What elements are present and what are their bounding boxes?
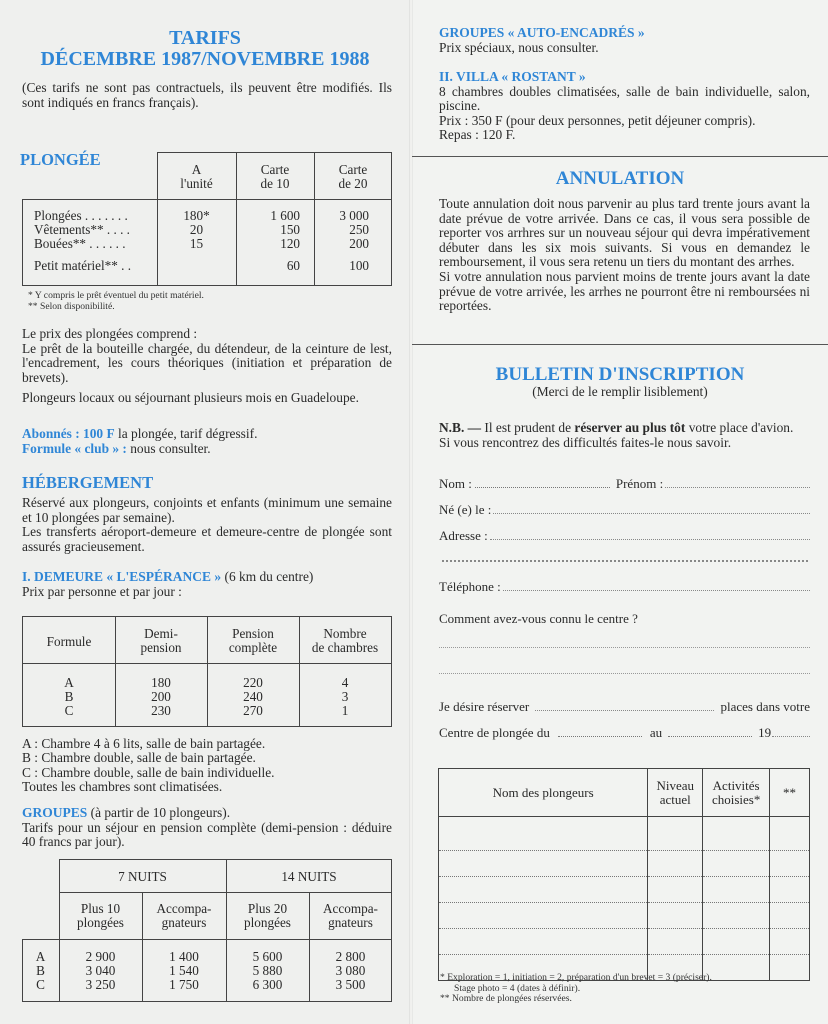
col-header-complete: Pension complète: [228, 626, 278, 655]
cell: 20: [189, 222, 204, 237]
divider: [412, 156, 828, 157]
bulletin-subheading: (Merci de le remplir lisiblement): [532, 384, 708, 399]
col-header-niveau: Niveau actuel: [648, 769, 703, 817]
groupes-table: [22, 859, 392, 1002]
cell: 3 000: [339, 208, 369, 223]
cell-nom[interactable]: [439, 903, 648, 929]
field-dates: [439, 725, 810, 741]
field-nom-prenom: [439, 476, 810, 492]
col-header-chambres: Nombre de chambres: [311, 626, 379, 655]
header-7-nuits: 7 NUITS: [118, 869, 167, 884]
label-year: 19: [758, 725, 772, 740]
plongee-c10-values: [236, 209, 300, 273]
cell-nom[interactable]: [439, 929, 648, 955]
label-adresse: Adresse :: [439, 528, 488, 543]
divers-table: [438, 768, 810, 981]
col-header-nombre: **: [770, 769, 810, 817]
plongee-c20-values: [314, 209, 369, 273]
heading-plongee: PLONGÉE: [20, 150, 101, 169]
cell: 60: [286, 258, 300, 273]
label-au: au: [649, 725, 663, 740]
label-nom: Nom :: [439, 476, 472, 491]
subheader: Plus 10 plongées: [77, 901, 124, 930]
cell-activites[interactable]: [703, 903, 770, 929]
label-prenom: Prénom :: [615, 476, 664, 491]
input-date-to[interactable]: [668, 726, 752, 737]
field-reserver: [439, 699, 810, 715]
cell-niveau[interactable]: [648, 817, 703, 851]
header-14-nuits: 14 NUITS: [281, 869, 337, 884]
col-header-unit: A l'unité: [180, 162, 213, 191]
cell-nombre[interactable]: [770, 903, 810, 929]
input-adresse-line2[interactable]: [442, 560, 808, 562]
plongee-unit-values: [157, 209, 236, 251]
label-ne-le: Né (e) le :: [439, 502, 492, 517]
input-ne-le[interactable]: [493, 503, 810, 514]
col-14n-accompagnateurs: 2 800 3 080 3 500: [335, 949, 366, 992]
heading-hebergement: HÉBERGEMENT: [22, 473, 154, 492]
col-header-carte10: Carte de 10: [260, 162, 290, 191]
row-label: Petit matériel** . .: [34, 258, 132, 273]
plongee-locals: Plongeurs locaux ou séjournant plusieurs mois en Guadeloupe.: [22, 390, 359, 405]
cell-niveau[interactable]: [648, 851, 703, 877]
label-centre: Centre de plongée du: [439, 725, 550, 740]
annulation-text: Toute annulation doit nous parvenir au plus tard trente jours avant la date prévue de votre arrivée. Dans ce cas, il vous sera possible de reporter vos arrhres sur un nouveau séjour qui devra impérativement débuter dans les six mois suivants. Si vous en demandez le remboursement, il vous sera retenu un tiers du montant des arrhes. Si votre annulation nous parvient moins de trente jours avant la date prévue de votre arrivée, les arrhes ne pourront être ni remboursées ni reportées.: [439, 196, 810, 314]
villa-block: II. VILLA « ROSTANT » 8 chambres doubles climatisées, salle de bain individuelle, salon, piscine. Prix : 350 F (pour deux personnes, petit déjeuner compris). Repas : 120 F.: [439, 69, 810, 143]
row-label: Bouées** . . . . . .: [34, 236, 126, 251]
col-header-carte20: Carte de 20: [338, 162, 368, 191]
input-comment-line2[interactable]: [439, 673, 810, 674]
input-date-from[interactable]: [558, 726, 642, 737]
input-prenom[interactable]: [665, 477, 810, 488]
heading-annulation: ANNULATION: [555, 168, 685, 189]
table-row: [439, 929, 810, 955]
input-places[interactable]: [535, 700, 714, 711]
table-row: [439, 817, 810, 851]
col-7n-accompagnateurs: 1 400 1 540 1 750: [169, 949, 199, 992]
subheader: Plus 20 plongées: [244, 901, 291, 930]
field-adresse: [439, 528, 810, 544]
col-demi: 180 200 230: [151, 675, 171, 718]
cell: 150: [280, 222, 300, 237]
cell-nombre[interactable]: [770, 817, 810, 851]
cell-nombre[interactable]: [770, 929, 810, 955]
plongee-includes: Le prix des plongées comprend : Le prêt de la bouteille chargée, du détendeur, de la ceinture de lest, l'encadrement, les cours théoriques (initiation et préparation de brevets).: [22, 326, 392, 385]
cell-niveau[interactable]: [648, 903, 703, 929]
cell-activites[interactable]: [703, 817, 770, 851]
input-adresse[interactable]: [490, 529, 810, 540]
cell-nom[interactable]: [439, 851, 648, 877]
cell-nombre[interactable]: [770, 851, 810, 877]
field-telephone: [439, 579, 810, 595]
col-header-formule: Formule: [46, 634, 92, 649]
demeure-legend: A : Chambre 4 à 6 lits, salle de bain partagée. B : Chambre double, salle de bain partagée. C : Chambre double, salle de bain individuelle. Toutes les chambres sont climatisées.: [22, 736, 275, 795]
input-telephone[interactable]: [503, 580, 810, 591]
cell-activites[interactable]: [703, 851, 770, 877]
field-ne-le: [439, 502, 810, 518]
label-comment: Comment avez-vous connu le centre ?: [439, 611, 638, 626]
label-telephone: Téléphone :: [439, 579, 501, 594]
cell: 200: [349, 236, 369, 251]
label-places: places dans votre: [720, 699, 810, 714]
plongee-abonnes: Abonnés : 100 F la plongée, tarif dégressif. Formule « club » : nous consulter.: [22, 426, 258, 456]
nb-block: N.B. — Il est prudent de réserver au plus tôt votre place d'avion. Si vous rencontrez des difficultés faites-le nous savoir.: [439, 420, 794, 450]
table-row: [439, 903, 810, 929]
divider: [412, 344, 828, 345]
table-row: [439, 877, 810, 903]
cell: 120: [280, 236, 300, 251]
intro-text: (Ces tarifs ne sont pas contractuels, ils peuvent être modifiés. Ils sont indiqués en francs français).: [22, 80, 392, 110]
row-label: Plongées . . . . . . .: [34, 208, 128, 223]
cell-niveau[interactable]: [648, 877, 703, 903]
hebergement-text: Réservé aux plongeurs, conjoints et enfants (minimum une semaine et 10 plongées par semaine). Les transferts aéroport-demeure et demeure-centre de plongée sont assurés gracieusement.: [22, 495, 392, 554]
col-chambres: 4 3 1: [341, 675, 349, 718]
input-year[interactable]: [772, 726, 810, 737]
cell-activites[interactable]: [703, 877, 770, 903]
col-complete: 220 240 270: [243, 675, 263, 718]
col-header-demi: Demi- pension: [140, 626, 182, 655]
label-reserver: Je désire réserver: [439, 699, 530, 714]
cell-nombre[interactable]: [770, 877, 810, 903]
col-formule: A B C: [35, 949, 46, 992]
subheader: Accompa- gnateurs: [156, 901, 212, 930]
col-formule: A B C: [64, 675, 74, 718]
groupes-block: GROUPES (à partir de 10 plongeurs). Tarifs pour un séjour en pension complète (demi-pension : déduire 40 francs par jour).: [22, 805, 392, 850]
heading-bulletin: BULLETIN D'INSCRIPTION: [495, 364, 745, 385]
demeure-block: I. DEMEURE « L'ESPÉRANCE » (6 km du centre) Prix par personne et par jour :: [22, 569, 314, 599]
plongee-row-labels: [34, 209, 156, 273]
cell: 100: [349, 258, 369, 273]
cell: 180*: [183, 208, 210, 223]
title-period: DÉCEMBRE 1987/NOVEMBRE 1988: [40, 48, 370, 70]
cell-nom[interactable]: [439, 877, 648, 903]
input-comment-line1[interactable]: [439, 647, 810, 648]
cell-activites[interactable]: [703, 929, 770, 955]
title-tarifs: TARIFS: [169, 27, 241, 49]
page-fold: [409, 0, 413, 1024]
col-header-nom: Nom des plongeurs: [439, 769, 648, 817]
input-nom[interactable]: [475, 477, 610, 488]
bulletin-footnotes: * Exploration = 1, initiation = 2, préparation d'un brevet = 3 (préciser). Stage photo = 4 (dates à définir). ** Nombre de plongées réservées.: [440, 972, 712, 1005]
plongee-footnotes: * Y compris le prêt éventuel du petit matériel. ** Selon disponibilité.: [28, 290, 204, 312]
demeure-table: [22, 616, 392, 727]
cell: 250: [349, 222, 369, 237]
cell: 15: [189, 236, 204, 251]
auto-encadres-block: GROUPES « AUTO-ENCADRÉS » Prix spéciaux, nous consulter.: [439, 25, 645, 55]
col-7n-plongees: 2 900 3 040 3 250: [85, 949, 116, 992]
cell-nom[interactable]: [439, 817, 648, 851]
cell: 1 600: [270, 208, 300, 223]
subheader: Accompa- gnateurs: [323, 901, 378, 930]
plongee-table: [22, 152, 392, 286]
col-14n-plongees: 5 600 5 880 6 300: [252, 949, 283, 992]
cell-niveau[interactable]: [648, 929, 703, 955]
row-label: Vêtements** . . . .: [34, 222, 130, 237]
table-row: [439, 851, 810, 877]
col-header-activites: Activités choisies*: [703, 769, 770, 817]
